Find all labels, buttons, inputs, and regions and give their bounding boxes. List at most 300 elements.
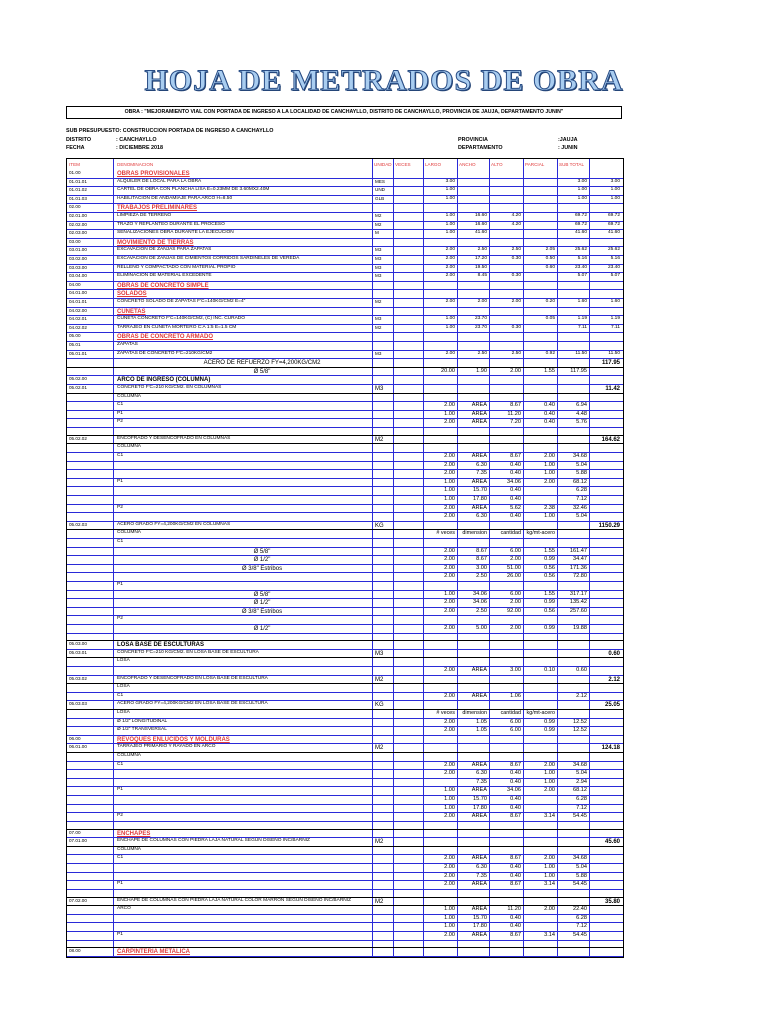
measure-cell: 1.00 <box>445 324 455 330</box>
parcial-cell: 32.46 <box>573 504 587 511</box>
item-unit: MES <box>375 178 385 184</box>
measure-cell: AREA <box>471 478 487 485</box>
parcial-cell: 7.12 <box>576 495 587 502</box>
item-description: C1 <box>117 855 124 861</box>
measure-cell: 2.00 <box>445 264 455 270</box>
measure-cell: AREA <box>471 452 487 459</box>
parcial-cell: 22.40 <box>573 906 587 913</box>
item-description: CARPINTERIA METALICA <box>117 949 190 956</box>
page-title-wrap <box>0 64 768 98</box>
subtotal-cell: 23.40 <box>607 264 620 270</box>
measure-cell: 11.20 <box>507 906 521 913</box>
item-description: LOSA <box>117 684 130 690</box>
subtotal-cell: 5.07 <box>610 273 620 279</box>
item-subdescription: Ø 5/8" <box>253 368 271 375</box>
item-description: LOSA <box>117 710 130 716</box>
measure-cell: 2.00 <box>510 556 521 563</box>
measure-cell: 2.50 <box>476 573 487 580</box>
measure-cell: 3.14 <box>544 931 555 938</box>
measure-cell: 2.00 <box>444 452 455 459</box>
measure-cell: kg/mt-acero <box>526 710 555 717</box>
measure-cell: 1.00 <box>445 187 455 193</box>
measure-cell: 0.99 <box>544 599 555 606</box>
measure-cell: 26.00 <box>507 573 521 580</box>
parcial-cell: 171.36 <box>569 564 587 571</box>
measure-cell: 1.00 <box>444 487 455 494</box>
item-code: 07.01.00 <box>69 838 87 844</box>
measure-cell: kg/mt-acero <box>526 530 555 537</box>
measure-cell: 3.14 <box>544 813 555 820</box>
item-description: TRAZO Y REPLANTEO DURANTE EL PROCESO <box>117 221 225 227</box>
measure-cell: 1.00 <box>444 787 455 794</box>
item-description: P2 <box>117 813 123 819</box>
measure-cell: 0.40 <box>510 804 521 811</box>
item-subdescription: Ø 5/8" <box>253 591 271 598</box>
measure-cell: 3.00 <box>510 667 521 674</box>
measure-cell: 2.00 <box>444 624 455 631</box>
measure-cell: 2.50 <box>511 247 521 253</box>
fecha-value: : DICIEMBRE 2018 <box>116 145 164 151</box>
measure-cell: 1.00 <box>544 770 555 777</box>
measure-cell: 0.30 <box>511 256 521 261</box>
measure-cell: 1.00 <box>445 195 455 201</box>
measure-cell: 2.00 <box>444 547 455 554</box>
measure-cell: 2.00 <box>444 855 455 862</box>
parcial-cell: 1.00 <box>577 195 587 201</box>
item-unit: GLB <box>375 195 385 201</box>
item-description: C1 <box>117 402 124 408</box>
item-description: ZAPATAS DE CONCRETO F'C=210KG/CM2 <box>117 350 213 356</box>
measure-cell: dimension <box>462 710 487 717</box>
parcial-cell: 7.11 <box>578 324 587 330</box>
measure-cell: 23.70 <box>474 324 487 330</box>
item-description: LIMPIEZA DE TERRENO <box>117 213 172 218</box>
measure-cell: 0.56 <box>544 573 555 580</box>
item-code: 05.03.03 <box>69 701 87 707</box>
measure-cell: 1.00 <box>444 914 455 921</box>
item-code: 04.01.01 <box>69 299 87 304</box>
measure-cell: 1.00 <box>444 906 455 913</box>
measure-cell: 6.00 <box>510 718 521 725</box>
item-unit: M2 <box>375 436 384 443</box>
item-code: 03.01.00 <box>69 247 87 253</box>
parcial-cell: 257.60 <box>569 607 587 614</box>
item-unit: M2 <box>375 324 382 330</box>
measure-cell: 17.80 <box>473 495 487 502</box>
subtotal-cell: 0.60 <box>608 650 620 657</box>
parcial-cell: 7.12 <box>576 804 587 811</box>
item-code: 01.00 <box>69 170 81 175</box>
measure-cell: 0.40 <box>510 495 521 502</box>
item-code: 02.03.00 <box>69 230 87 236</box>
measure-cell: 0.40 <box>510 796 521 803</box>
parcial-cell: 0.60 <box>576 667 587 674</box>
measure-cell: 1.00 <box>444 804 455 811</box>
item-description: ENCHAPE DE COLUMNAS CON PIEDRA LAJA NATURAL SEGÚN DISEÑO INC/BARNIZ <box>117 838 310 844</box>
measure-cell: 2.00 <box>444 881 455 888</box>
item-code: 05.02.03 <box>69 521 87 527</box>
measure-cell: 1.05 <box>476 727 487 734</box>
measure-cell: 16.60 <box>474 221 487 227</box>
measure-cell: 2.00 <box>445 350 455 356</box>
parcial-cell: 23.40 <box>574 264 587 270</box>
measure-cell: 8.67 <box>476 547 487 554</box>
measure-cell: 0.20 <box>545 299 555 304</box>
measure-cell: 2.00 <box>544 906 555 913</box>
item-unit: M3 <box>375 316 382 322</box>
measure-cell: 8.67 <box>510 813 521 820</box>
measure-cell: 8.67 <box>510 402 521 409</box>
item-unit: M3 <box>375 350 382 356</box>
item-description: P1 <box>117 931 123 937</box>
measure-cell: 15.70 <box>473 487 487 494</box>
distrito-label: DISTRITO <box>66 137 92 143</box>
item-description: P1 <box>117 478 123 484</box>
measure-cell: 8.67 <box>510 452 521 459</box>
parcial-cell: 7.12 <box>576 923 587 930</box>
parcial-cell: 5.88 <box>576 470 587 477</box>
subtotal-cell: 11.42 <box>605 386 620 392</box>
column-header: VECES <box>395 162 411 167</box>
measure-cell: 0.30 <box>511 324 521 330</box>
provincia-label: PROVINCIA <box>458 137 488 143</box>
parcial-cell: 6.28 <box>576 796 587 803</box>
measure-cell: 1.00 <box>444 590 455 597</box>
subtotal-cell: 69.72 <box>607 221 620 227</box>
parcial-cell: 69.72 <box>574 213 587 218</box>
item-unit: M3 <box>375 650 384 657</box>
measure-cell: 2.00 <box>544 761 555 768</box>
item-code: 05.00 <box>69 333 81 339</box>
measure-cell: 2.00 <box>444 718 455 725</box>
measure-cell: 2.50 <box>477 350 487 356</box>
table-row <box>67 947 623 957</box>
subtotal-cell: 2.12 <box>608 676 620 683</box>
subtotal-cell: 164.62 <box>601 436 620 443</box>
measure-cell: 34.06 <box>507 478 521 485</box>
parcial-cell: 41.60 <box>574 230 587 236</box>
measure-cell: 1.55 <box>544 367 555 374</box>
item-unit: M <box>375 230 379 236</box>
measure-cell: 1.55 <box>544 547 555 554</box>
measure-cell: 1.00 <box>444 796 455 803</box>
item-description: CONCRETO SOLADO DE ZAPATAS F'C=140KG/CM2 E=4" <box>117 299 246 304</box>
item-code: 02.02.00 <box>69 221 87 227</box>
measure-cell: 17.20 <box>474 256 487 261</box>
parcial-cell: 72.80 <box>573 573 587 580</box>
item-description: ENCOFRADO Y DESENCOFRADO EN COLUMNAS <box>117 435 231 441</box>
measure-cell: 17.80 <box>473 923 487 930</box>
subtotal-cell: 25.05 <box>604 702 620 709</box>
measure-cell: 0.56 <box>544 564 555 571</box>
measure-cell: 0.40 <box>544 402 555 409</box>
measure-cell: 8.67 <box>510 855 521 862</box>
item-description: CUNETA CONCRETO F'C=140KG/CM2, (C) INC. CURADO <box>117 316 246 322</box>
measure-cell: 11.20 <box>507 410 521 417</box>
measure-cell: AREA <box>471 504 487 511</box>
measure-cell: AREA <box>471 787 487 794</box>
measure-cell: 4.20 <box>511 213 521 218</box>
measure-cell: 0.40 <box>510 914 521 921</box>
item-code: 03.00 <box>69 238 81 244</box>
measure-cell: AREA <box>471 402 487 409</box>
parcial-cell: 5.88 <box>576 872 587 879</box>
item-unit: M2 <box>375 221 382 227</box>
item-description: ENCHAPE DE COLUMNAS CON PIEDRA LAJA NATURAL COLOR MARRON SEGÚN DISEÑO INC/BARNIZ <box>117 897 352 903</box>
measure-cell: 2.00 <box>510 624 521 631</box>
measure-cell: 1.90 <box>476 367 487 374</box>
parcial-cell: 4.48 <box>576 410 587 417</box>
item-description: ZAPATAS <box>117 342 138 347</box>
item-unit: KG <box>375 522 384 529</box>
parcial-cell: 5.07 <box>577 273 587 279</box>
measure-cell: 0.92 <box>545 350 555 356</box>
measure-cell: 2.50 <box>476 607 487 614</box>
item-description: Ø 1/2" TRANSVERSAL <box>117 727 167 733</box>
parcial-cell: 34.68 <box>573 761 587 768</box>
item-description: ELIMINACION DE MATERIAL EXCEDENTE <box>117 273 212 279</box>
item-unit: M3 <box>375 247 382 253</box>
measure-cell: 2.00 <box>444 667 455 674</box>
measure-cell: 2.05 <box>545 247 555 253</box>
measure-cell: 0.40 <box>544 419 555 426</box>
item-subdescription: ACERO DE REFUERZO FY=4,200KG/CM2 <box>203 360 321 367</box>
subtotal-cell: 45.60 <box>604 839 620 846</box>
subpresupuesto: SUB PRESUPUESTO: CONSTRUCCION PORTADA DE INGRESO A CANCHAYLLO <box>66 128 274 134</box>
measure-cell: 2.00 <box>444 931 455 938</box>
measure-cell: 0.40 <box>510 470 521 477</box>
parcial-cell: 34.68 <box>573 452 587 459</box>
measure-cell: 0.50 <box>545 256 555 261</box>
measure-cell: 0.05 <box>545 316 555 322</box>
column-header: SUB TOTAL <box>559 162 585 167</box>
item-unit: M3 <box>375 273 382 279</box>
measure-cell: 1.00 <box>544 461 555 468</box>
item-code: 05.03.01 <box>69 649 87 655</box>
measure-cell: AREA <box>471 667 487 674</box>
measure-cell: 15.70 <box>473 914 487 921</box>
item-code: 04.00 <box>69 281 81 287</box>
item-unit: M3 <box>375 386 384 392</box>
measure-cell: 2.00 <box>444 556 455 563</box>
parcial-cell: 11.50 <box>575 350 587 356</box>
parcial-cell: 5.16 <box>577 256 587 261</box>
item-subdescription: Ø 1/2" <box>253 600 271 607</box>
measure-cell: 0.40 <box>510 770 521 777</box>
item-subdescription: Ø 1/2" <box>253 625 271 632</box>
measure-cell: 0.99 <box>544 556 555 563</box>
parcial-cell: 6.94 <box>576 402 587 409</box>
measure-cell: 1.55 <box>544 590 555 597</box>
item-unit: M2 <box>375 898 384 905</box>
subtotal-cell: 11.50 <box>608 350 620 356</box>
subtotal-cell: 35.80 <box>604 898 620 905</box>
measure-cell: 2.00 <box>510 599 521 606</box>
measure-cell: 34.06 <box>473 590 487 597</box>
measure-cell: 8.45 <box>477 273 487 279</box>
measure-cell: 2.00 <box>544 478 555 485</box>
measure-cell: AREA <box>471 761 487 768</box>
measure-cell: 1.00 <box>444 923 455 930</box>
parcial-cell: 54.45 <box>573 881 587 888</box>
item-description: C1 <box>117 452 124 458</box>
parcial-cell: 161.47 <box>569 547 587 554</box>
item-code: 04.02.00 <box>69 307 87 313</box>
measure-cell: 2.00 <box>445 247 455 253</box>
item-description: COLUMNA <box>117 444 141 450</box>
item-description: OBRAS DE CONCRETO ARMADO <box>117 334 214 341</box>
measure-cell: 2.00 <box>444 872 455 879</box>
item-code: 05.01.01 <box>69 350 87 356</box>
subtotal-cell: 25.62 <box>607 247 620 253</box>
measure-cell: 2.00 <box>444 864 455 871</box>
item-description: P2 <box>117 504 123 510</box>
item-description: ACERO GRADO FY=4,200KG/CM2 EN COLUMNAS <box>117 521 231 527</box>
item-code: 04.01.00 <box>69 290 87 296</box>
item-description: ARCO DE INGRESO (COLUMNA) <box>117 377 211 384</box>
item-description: ALQUILER DE LOCAL PARA LA OBRA <box>117 178 202 184</box>
parcial-cell: 2.94 <box>576 778 587 785</box>
parcial-cell: 5.04 <box>576 770 587 777</box>
item-code: 03.03.00 <box>69 264 87 270</box>
measure-cell: 1.00 <box>445 213 455 218</box>
measure-cell: 34.06 <box>507 787 521 794</box>
item-description: COLUMNA <box>117 753 141 759</box>
parcial-cell: 135.42 <box>569 599 587 606</box>
measure-cell: 1.05 <box>476 718 487 725</box>
subtotal-cell: 1.60 <box>610 299 620 304</box>
measure-cell: 1.00 <box>444 410 455 417</box>
measure-cell: 1.00 <box>444 478 455 485</box>
measure-cell: 0.40 <box>510 923 521 930</box>
parcial-cell: 117.95 <box>570 367 587 374</box>
measure-cell: AREA <box>471 813 487 820</box>
measure-cell: 2.00 <box>444 419 455 426</box>
measure-cell: 8.67 <box>510 881 521 888</box>
measure-cell: 1.00 <box>544 864 555 871</box>
parcial-cell: 317.17 <box>569 590 587 597</box>
item-description: SEÑALIZACIONES OBRA DURANTE LA EJECUCION <box>117 230 234 236</box>
parcial-cell: 5.04 <box>576 864 587 871</box>
item-unit: UND <box>375 187 385 193</box>
measure-cell: 6.00 <box>510 727 521 734</box>
item-description: P1 <box>117 787 123 793</box>
column-header: DENOMINACION <box>117 162 154 167</box>
measure-cell: 2.00 <box>444 813 455 820</box>
item-description: ACERO GRADO FY=4,200KG/CM2 EN LOSA BASE DE ESCULTURA <box>117 701 268 707</box>
measure-cell: 2.00 <box>544 855 555 862</box>
item-code: 06.00 <box>69 735 81 741</box>
measure-cell: 0.99 <box>544 718 555 725</box>
departamento-label: DEPARTAMENTO <box>458 145 503 151</box>
item-unit: M2 <box>375 745 384 752</box>
measure-cell: 2.00 <box>444 761 455 768</box>
measure-cell: 6.30 <box>476 461 487 468</box>
item-code: 07.00 <box>69 829 81 835</box>
measure-cell: 0.40 <box>544 410 555 417</box>
measure-cell: 2.00 <box>544 787 555 794</box>
measure-cell: 2.50 <box>511 350 521 356</box>
item-unit: M2 <box>375 299 382 304</box>
parcial-cell: 68.12 <box>573 478 587 485</box>
item-code: 03.04.00 <box>69 273 87 279</box>
measure-cell: AREA <box>471 855 487 862</box>
measure-cell: 3.00 <box>445 178 455 184</box>
item-description: COLUMNA <box>117 846 141 852</box>
measure-cell: 6.30 <box>476 513 487 520</box>
page-title: HOJA DE METRADOS DE OBRA <box>144 64 624 97</box>
measure-cell: 6.30 <box>476 864 487 871</box>
item-description: ENCHAPES <box>117 830 151 837</box>
measure-cell: 17.80 <box>473 804 487 811</box>
measure-cell: 8.67 <box>510 761 521 768</box>
measure-cell: 1.06 <box>510 692 521 699</box>
item-description: P1 <box>117 881 123 887</box>
subtotal-cell: 69.72 <box>607 213 620 218</box>
column-header: ITEM <box>69 162 80 167</box>
measure-cell: 4.20 <box>511 221 521 227</box>
item-unit: M3 <box>375 256 382 261</box>
measure-cell: 2.00 <box>444 692 455 699</box>
item-code: 04.02.01 <box>69 316 87 322</box>
measure-cell: 6.00 <box>510 547 521 554</box>
parcial-cell: 34.68 <box>573 855 587 862</box>
item-unit: M2 <box>375 213 382 218</box>
measure-cell: 1.00 <box>544 513 555 520</box>
item-code: 04.02.02 <box>69 324 87 330</box>
parcial-cell: 5.76 <box>576 419 587 426</box>
item-subdescription: Ø 5/8" <box>253 548 271 555</box>
item-description: LOSA <box>117 658 130 664</box>
item-description: P1 <box>117 581 123 587</box>
measure-cell: 6.00 <box>510 590 521 597</box>
measure-cell: 2.00 <box>444 470 455 477</box>
item-subdescription: Ø 3/8" Estribos <box>241 608 283 615</box>
measure-cell: AREA <box>471 419 487 426</box>
column-header: ALTO <box>491 162 503 167</box>
parcial-cell: 6.28 <box>576 914 587 921</box>
item-description: CONCRETO F'C=210 KG/CM2. EN COLUMNAS <box>117 385 222 390</box>
item-code: 03.02.00 <box>69 256 87 261</box>
parcial-cell: 2.12 <box>576 692 587 699</box>
parcial-cell: 68.12 <box>573 787 587 794</box>
parcial-cell: 25.62 <box>574 247 587 253</box>
measure-cell: 41.60 <box>474 230 487 236</box>
item-description: Ø 1/2" LONGITUDINAL <box>117 718 168 724</box>
measure-cell: 2.00 <box>444 599 455 606</box>
measure-cell: 2.00 <box>444 770 455 777</box>
column-header: UNIDAD <box>374 162 392 167</box>
measure-cell: 16.60 <box>474 213 487 218</box>
item-description: REVOQUES ENLUCIDOS Y MOLDURAS <box>117 736 230 743</box>
parcial-cell: 5.04 <box>576 461 587 468</box>
item-code: 05.03.02 <box>69 675 87 681</box>
measure-cell: 2.00 <box>477 299 487 304</box>
measure-cell: 2.00 <box>444 573 455 580</box>
measure-cell: cantidad <box>500 530 521 537</box>
item-code: 05.02.01 <box>69 385 87 390</box>
item-description: EXCAVACION DE ZANJAS PARA ZAPATAS <box>117 247 212 253</box>
item-description: LOSA BASE DE ESCULTURAS <box>117 642 205 649</box>
item-unit: KG <box>375 702 384 709</box>
measure-cell: # veces <box>436 530 455 537</box>
item-description: COLUMNA <box>117 530 141 536</box>
measure-cell: 0.56 <box>544 607 555 614</box>
measure-cell: AREA <box>471 410 487 417</box>
measure-cell: 1.00 <box>444 495 455 502</box>
measure-cell: 0.40 <box>510 864 521 871</box>
measure-cell: 2.00 <box>444 402 455 409</box>
